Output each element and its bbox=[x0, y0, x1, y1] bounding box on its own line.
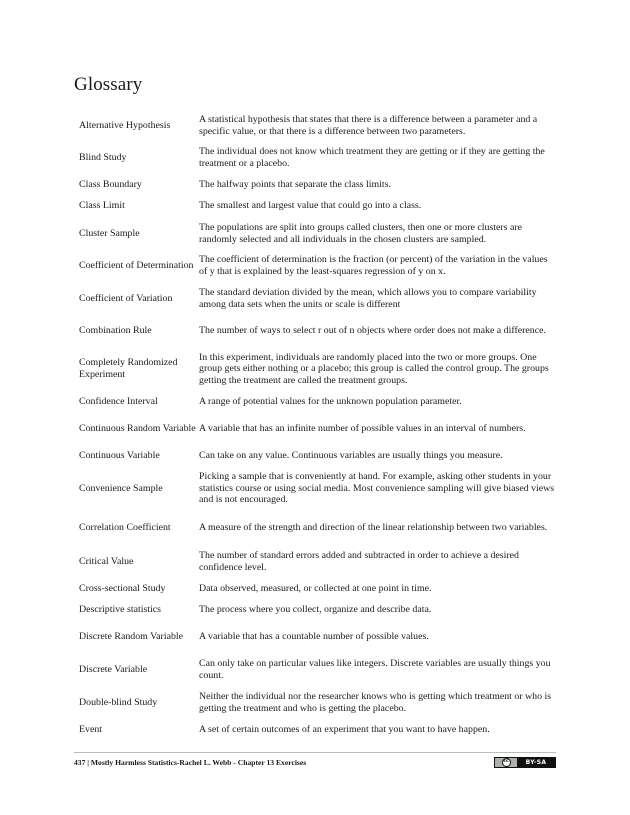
cc-logo-icon bbox=[495, 758, 517, 767]
glossary-term: Correlation Coefficient bbox=[79, 522, 171, 534]
glossary-definition: The populations are split into groups called clusters, then one or more clusters are randomly selected and all individuals in the chosen clusters are sampled. bbox=[199, 221, 523, 245]
glossary-term: Continuous Random Variable bbox=[79, 422, 196, 434]
glossary-entry bbox=[79, 599, 555, 620]
glossary-term: Cluster Sample bbox=[79, 227, 140, 239]
cc-license-icon bbox=[494, 757, 556, 768]
glossary-definition: The number of standard errors added and subtracted in order to achieve a desired confidence level. bbox=[199, 549, 519, 573]
glossary-definition: A variable that has an infinite number of possible values in an interval of numbers. bbox=[199, 422, 526, 434]
glossary-definition: A variable that has a countable number of possible values. bbox=[199, 630, 429, 642]
glossary-entry bbox=[79, 140, 555, 175]
cc-logo-text: cc bbox=[502, 758, 511, 767]
glossary-entry bbox=[79, 720, 555, 740]
glossary-entry bbox=[79, 578, 555, 599]
glossary-term: Completely Randomized Experiment bbox=[79, 357, 178, 380]
glossary-entry bbox=[79, 412, 555, 445]
glossary-entry bbox=[79, 686, 555, 720]
glossary-definition: The process where you collect, organize and describe data. bbox=[199, 603, 432, 615]
glossary-entry bbox=[79, 250, 555, 282]
glossary-entry bbox=[79, 620, 555, 653]
glossary-term: Cross-sectional Study bbox=[79, 582, 166, 594]
glossary-term: Confidence Interval bbox=[79, 395, 158, 407]
glossary-definition: The standard deviation divided by the mean, which allows you to compare variability among data sets when the units or scale is different bbox=[199, 286, 537, 310]
glossary-definition: Data observed, measured, or collected at one point in time. bbox=[199, 582, 432, 594]
glossary-entry bbox=[79, 653, 555, 686]
glossary-term: Double-blind Study bbox=[79, 697, 158, 709]
glossary-entry bbox=[79, 175, 555, 195]
glossary-term: Discrete Variable bbox=[79, 663, 148, 675]
glossary-entry bbox=[79, 112, 555, 140]
glossary-definition: A statistical hypothesis that states that there is a difference between a parameter and a specific value, or that there is a difference between two parameters. bbox=[199, 114, 538, 137]
glossary-term: Alternative Hypothesis bbox=[79, 120, 171, 132]
glossary-definition: The coefficient of determination is the fraction (or percent) of the variation in the values of y that is explained by the least-squares regression of y on x. bbox=[199, 254, 548, 277]
glossary-term: Event bbox=[79, 724, 103, 736]
glossary-definition: Can take on any value. Continuous variables are usually things you measure. bbox=[199, 449, 503, 461]
glossary-term: Critical Value bbox=[79, 555, 134, 567]
glossary-term: Convenience Sample bbox=[79, 482, 163, 494]
glossary-list bbox=[79, 112, 555, 740]
glossary-definition: The number of ways to select r out of n objects where order does not make a difference. bbox=[199, 325, 546, 337]
glossary-entry bbox=[79, 217, 555, 250]
glossary-entry bbox=[79, 466, 555, 511]
glossary-definition: Picking a sample that is conveniently at hand. For example, asking other students in your statistics course or using social media. Most convenience sampling will give biased views and is not encouraged. bbox=[199, 471, 555, 506]
glossary-definition: Can only take on particular values like integers. Discrete variables are usually things you count. bbox=[199, 657, 551, 681]
glossary-definition: A range of potential values for the unknown population parameter. bbox=[199, 395, 462, 407]
glossary-term: Blind Study bbox=[79, 151, 127, 163]
glossary-entry bbox=[79, 511, 555, 545]
glossary-entry bbox=[79, 195, 555, 217]
page-title: Glossary bbox=[74, 74, 143, 95]
glossary-entry bbox=[79, 391, 555, 412]
glossary-definition: In this experiment, individuals are randomly placed into the two or more groups. One group gets either nothing or a placebo; this group is called the control group. The groups getting the treatment are called the treatment groups. bbox=[199, 351, 549, 386]
license-text: BY-SA bbox=[525, 759, 547, 766]
glossary-term: Class Limit bbox=[79, 200, 125, 212]
glossary-definition: The halfway points that separate the class limits. bbox=[199, 179, 391, 191]
glossary-term: Class Boundary bbox=[79, 179, 142, 191]
glossary-entry bbox=[79, 445, 555, 466]
glossary-term: Discrete Random Variable bbox=[79, 630, 184, 642]
glossary-term: Continuous Variable bbox=[79, 449, 160, 461]
glossary-entry bbox=[79, 347, 555, 391]
glossary-definition: A measure of the strength and direction of the linear relationship between two variables. bbox=[199, 522, 548, 534]
glossary-entry bbox=[79, 315, 555, 347]
glossary-term: Descriptive statistics bbox=[79, 603, 161, 615]
glossary-definition: The individual does not know which treatment they are getting or if they are getting the treatment or a placebo. bbox=[199, 145, 545, 169]
page-footer bbox=[74, 752, 556, 768]
glossary-definition: The smallest and largest value that could go into a class. bbox=[199, 200, 422, 212]
glossary-definition: Neither the individual nor the researcher knows who is getting which treatment or who is getting the treatment and who is getting the placebo. bbox=[199, 691, 552, 714]
glossary-term: Combination Rule bbox=[79, 325, 152, 337]
glossary-term: Coefficient of Determination bbox=[79, 260, 194, 272]
glossary-term: Coefficient of Variation bbox=[79, 292, 173, 304]
glossary-entry bbox=[79, 545, 555, 578]
glossary-entry bbox=[79, 282, 555, 315]
glossary-definition: A set of certain outcomes of an experiment that you want to have happen. bbox=[199, 724, 490, 736]
footer-citation: 437 | Mostly Harmless Statistics-Rachel L. Webb - Chapter 13 Exercises bbox=[74, 758, 307, 767]
